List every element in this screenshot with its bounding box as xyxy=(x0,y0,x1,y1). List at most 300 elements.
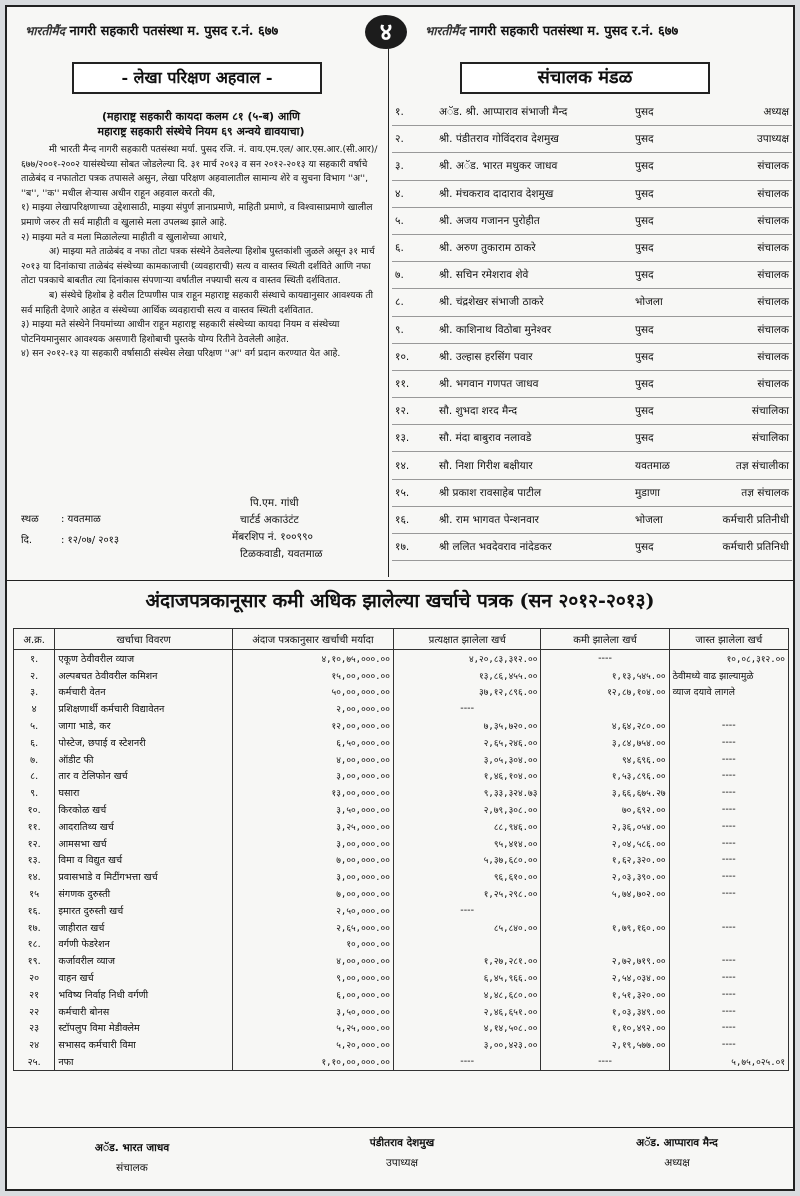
budget-cell: २,६५,०००.०० xyxy=(232,919,393,936)
expense-row xyxy=(14,717,789,734)
serial-cell: ७. xyxy=(14,751,55,768)
serial-cell: ११. xyxy=(14,818,55,835)
signature-block-3 xyxy=(587,1133,767,1173)
excess-cell: ---- xyxy=(669,868,788,885)
actual-cell: ७,३५,७२०.०० xyxy=(393,717,541,734)
actual-cell: ९६,६१०.०० xyxy=(393,868,541,885)
member-place: मुडाणा xyxy=(632,479,704,506)
member-number: २. xyxy=(392,126,436,153)
budget-cell: १२,००,०००.०० xyxy=(232,717,393,734)
serial-cell: १२. xyxy=(14,835,55,852)
date-label: दि. xyxy=(21,535,33,546)
description-cell: तार व टेलिफोन खर्च xyxy=(55,768,233,785)
less-cell: १२,८७,१०४.०० xyxy=(541,684,669,701)
expense-row xyxy=(14,818,789,835)
budget-cell: ७,००,०००.०० xyxy=(232,885,393,902)
excess-cell: ---- xyxy=(669,734,788,751)
description-cell: स्टॉपलुप विमा मेडीक्लेम xyxy=(55,1020,233,1037)
serial-cell: १०. xyxy=(14,801,55,818)
expense-row xyxy=(14,801,789,818)
less-cell: ३,६६,६७५.२७ xyxy=(541,784,669,801)
excess-cell: ---- xyxy=(669,1003,788,1020)
excess-cell xyxy=(669,936,788,953)
member-name: श्री. चंद्रशेखर संभाजी ठाकरे xyxy=(436,289,632,316)
budget-cell: ५०,००,०००.०० xyxy=(232,684,393,701)
member-name: श्री. अरुण तुकाराम ठाकरे xyxy=(436,234,632,261)
serial-cell: १४. xyxy=(14,868,55,885)
expense-row xyxy=(14,684,789,701)
expense-row xyxy=(14,952,789,969)
less-cell: ३,८४,७५४.०० xyxy=(541,734,669,751)
actual-cell xyxy=(393,936,541,953)
member-name: श्री. पंडीतराव गोविंदराव देशमुख xyxy=(436,126,632,153)
excess-cell xyxy=(669,902,788,919)
actual-cell: ४,२०,८३,३१२.०० xyxy=(393,650,541,667)
description-cell: वर्गणी फेडरेशन xyxy=(55,936,233,953)
member-place: भोजला xyxy=(632,506,704,533)
board-member-row xyxy=(392,370,792,397)
board-member-row xyxy=(392,425,792,452)
board-member-row xyxy=(392,126,792,153)
board-member-row xyxy=(392,234,792,261)
serial-cell: २० xyxy=(14,969,55,986)
member-number: १. xyxy=(392,99,436,126)
audit-subtitle-1: (महाराष्ट्र सहकारी कायदा कलम ८१ (५-ब) आणि xyxy=(102,110,300,123)
expense-table-header xyxy=(14,629,789,650)
member-place: पुसद xyxy=(632,343,704,370)
org-name-right: नागरी सहकारी पतसंस्था म. पुसद र.नं. ६७७ xyxy=(469,24,679,39)
member-name: श्री. मंचकराव दादाराव देशमुख xyxy=(436,180,632,207)
member-name: श्री. उल्हास हरसिंग पवार xyxy=(436,343,632,370)
description-cell: सभासद कर्मचारी विमा xyxy=(55,1036,233,1053)
expense-row xyxy=(14,868,789,885)
expense-statement-title: अंदाजपत्रकानूसार कमी अधिक झालेल्या खर्चाचे पत्रक (सन २०१२-२०१३) xyxy=(145,590,655,612)
description-cell: किरकोळ खर्च xyxy=(55,801,233,818)
expense-row xyxy=(14,1036,789,1053)
excess-cell: ---- xyxy=(669,751,788,768)
less-cell: १,५१,३२०.०० xyxy=(541,986,669,1003)
board-member-row xyxy=(392,398,792,425)
member-role: कर्मचारी प्रतिनीधी xyxy=(704,506,792,533)
member-number: १४. xyxy=(392,452,436,479)
less-cell: ७०,६९२.०० xyxy=(541,801,669,818)
serial-cell: ५. xyxy=(14,717,55,734)
actual-cell: ५,३७,६८०.०० xyxy=(393,852,541,869)
logo-left: भारतीमैंद xyxy=(25,24,65,38)
member-number: ७. xyxy=(392,262,436,289)
board-member-row xyxy=(392,343,792,370)
board-member-row xyxy=(392,180,792,207)
expense-row xyxy=(14,734,789,751)
member-role: संचालक xyxy=(704,207,792,234)
member-number: १३. xyxy=(392,425,436,452)
description-cell: संगणक दुरुस्ती xyxy=(55,885,233,902)
signatory-title: अध्यक्ष xyxy=(664,1157,690,1169)
actual-cell: १३,८६,४५५.०० xyxy=(393,667,541,684)
expense-row xyxy=(14,885,789,902)
header-left xyxy=(25,21,278,39)
excess-cell: ---- xyxy=(669,1020,788,1037)
actual-cell: १,२७,२८१.०० xyxy=(393,952,541,969)
auditor-address: टिळकवाडी, यवतमाळ xyxy=(240,548,323,560)
signature-block-1 xyxy=(47,1138,217,1178)
description-cell: जागा भाडे, कर xyxy=(55,717,233,734)
less-cell: १,१३,५४५.०० xyxy=(541,667,669,684)
budget-cell: ३,५०,०००.०० xyxy=(232,1003,393,1020)
serial-cell: १७. xyxy=(14,919,55,936)
expense-row xyxy=(14,650,789,667)
board-member-row xyxy=(392,262,792,289)
actual-cell: २,४६,६५१.०० xyxy=(393,1003,541,1020)
member-number: ९. xyxy=(392,316,436,343)
member-name: श्री. भगवान गणपत जाधव xyxy=(436,370,632,397)
audit-paragraph: मी भारती मैन्द नागरी सहकारी पतसंस्था मर्या. पुसद रजि. नं. वाय.एम.एल/ आर.एस.आर.(सी.आर)/६७७/२००१-२००२ यासंस्थेच्या सोबत जोडलेल्या दि. ३१ मार्च २०१३ व सन २०१२-२०१३ या सहकारी वर्षाचे ताळेबंद व नफातोटा पत्रक तपासले असुन, लेखा परिक्षण अहवालातील सामान्य शेरे व सुचना विभाग ''अ'', ''ब'', ''क'' मधील शेऱ्यास अधीन राहून अहवाल करतो की, xyxy=(21,144,378,199)
less-cell: २,५४,०३४.०० xyxy=(541,969,669,986)
serial-cell: १. xyxy=(14,650,55,667)
board-title: संचालक मंडळ xyxy=(460,62,710,94)
actual-cell: ६,४५,९६६.०० xyxy=(393,969,541,986)
board-member-row xyxy=(392,99,792,126)
less-cell: २,३६,०५४.०० xyxy=(541,818,669,835)
expense-row xyxy=(14,835,789,852)
excess-cell: ---- xyxy=(669,717,788,734)
serial-cell: २२ xyxy=(14,1003,55,1020)
member-role: संचालक xyxy=(704,234,792,261)
excess-cell: ---- xyxy=(669,969,788,986)
description-cell: आमसभा खर्च xyxy=(55,835,233,852)
budget-cell: ७,००,०००.०० xyxy=(232,852,393,869)
expense-row xyxy=(14,784,789,801)
budget-cell: ३,५०,०००.०० xyxy=(232,801,393,818)
less-cell: ---- xyxy=(541,650,669,667)
board-member-row xyxy=(392,153,792,180)
member-name: अॅड. श्री. आप्पाराव संभाजी मैन्द xyxy=(436,99,632,126)
actual-cell: ३,००,४२३.०० xyxy=(393,1036,541,1053)
actual-cell: ---- xyxy=(393,700,541,717)
member-role: संचालक xyxy=(704,370,792,397)
member-place: पुसद xyxy=(632,534,704,561)
expense-row xyxy=(14,852,789,869)
member-number: ११. xyxy=(392,370,436,397)
actual-cell: ---- xyxy=(393,902,541,919)
description-cell: कर्मचारी वेतन xyxy=(55,684,233,701)
member-name: श्री. सचिन रमेशराव शेवे xyxy=(436,262,632,289)
less-cell: ९४,६९६.०० xyxy=(541,751,669,768)
less-cell: १,०३,३४९.०० xyxy=(541,1003,669,1020)
member-name: सौ. निशा गिरीश बक्षीयार xyxy=(436,452,632,479)
budget-cell: ४,१०,७५,०००.०० xyxy=(232,650,393,667)
description-cell: प्रवासभाडे व मिटींगभत्ता खर्च xyxy=(55,868,233,885)
serial-cell: १३. xyxy=(14,852,55,869)
expense-row xyxy=(14,902,789,919)
member-role: संचालक xyxy=(704,153,792,180)
section-divider xyxy=(7,580,793,581)
expense-row xyxy=(14,1020,789,1037)
excess-cell: ---- xyxy=(669,835,788,852)
board-members-table xyxy=(392,99,792,561)
signatory-name: अॅड. भारत जाधव xyxy=(94,1142,170,1154)
excess-cell: ---- xyxy=(669,919,788,936)
col-less-expense-header: कमी झालेला खर्च xyxy=(541,629,669,650)
footer-divider xyxy=(7,1127,793,1128)
serial-cell: २१ xyxy=(14,986,55,1003)
less-cell: १,७९,१६०.०० xyxy=(541,919,669,936)
actual-cell: ८५,८४०.०० xyxy=(393,919,541,936)
signature-block-2 xyxy=(312,1133,492,1173)
col-excess-expense-header: जास्त झालेला खर्च xyxy=(669,629,788,650)
excess-cell: १०,०८,३१२.०० xyxy=(669,650,788,667)
excess-cell: ---- xyxy=(669,818,788,835)
column-divider xyxy=(388,47,389,577)
actual-cell: ९५,४१४.०० xyxy=(393,835,541,852)
serial-cell: २. xyxy=(14,667,55,684)
budget-cell: ३,००,०००.०० xyxy=(232,835,393,852)
serial-cell: २४ xyxy=(14,1036,55,1053)
expense-table xyxy=(13,628,789,1071)
board-member-row xyxy=(392,506,792,533)
member-place: पुसद xyxy=(632,262,704,289)
member-role: संचालक xyxy=(704,343,792,370)
expense-row xyxy=(14,751,789,768)
member-number: ६. xyxy=(392,234,436,261)
actual-cell: ९,३३,३२४.७३ xyxy=(393,784,541,801)
member-number: १५. xyxy=(392,479,436,506)
board-member-row xyxy=(392,452,792,479)
serial-cell: १८. xyxy=(14,936,55,953)
excess-cell: ---- xyxy=(669,784,788,801)
audit-paragraph: २) माझ्या मते व मला मिळालेल्या माहीती व खुलाशेच्या आधारे, xyxy=(21,231,227,243)
excess-cell: ---- xyxy=(669,952,788,969)
signatory-name: पंडीतराव देशमुख xyxy=(369,1137,435,1149)
budget-cell: १३,००,०००.०० xyxy=(232,784,393,801)
description-cell: वाहन खर्च xyxy=(55,969,233,986)
member-name: श्री. राम भागवत पेन्शनवार xyxy=(436,506,632,533)
member-place: पुसद xyxy=(632,425,704,452)
auditor-membership: मेंबरशिप नं. १००९९० xyxy=(232,531,313,543)
excess-cell: ---- xyxy=(669,768,788,785)
actual-cell: ४,१४,५०८.०० xyxy=(393,1020,541,1037)
description-cell: एकूण ठेवीवरील व्याज xyxy=(55,650,233,667)
member-place: पुसद xyxy=(632,398,704,425)
actual-cell: ३७,१२,८९६.०० xyxy=(393,684,541,701)
excess-cell: ---- xyxy=(669,852,788,869)
org-name-left: नागरी सहकारी पतसंस्था म. पुसद र.नं. ६७७ xyxy=(69,24,279,39)
auditor-name: पि.एम. गांधी xyxy=(250,497,299,509)
audit-paragraph: ब) संस्थेचे हिशोब हे वरील टिप्पणीस पात्र राहून महाराष्ट्र सहकारी संस्थाचे कायद्यानुसार आवश्यक ती सर्व माहिती देणारे आहेत व संस्थेच्या आर्थिक व्यवहाराची सत्य व वास्तव स्थिती दर्शवितात. xyxy=(21,289,374,316)
header-right xyxy=(425,21,678,39)
member-number: १०. xyxy=(392,343,436,370)
budget-cell: ६,००,०००.०० xyxy=(232,986,393,1003)
serial-cell: ८. xyxy=(14,768,55,785)
serial-cell: १५ xyxy=(14,885,55,902)
member-place: पुसद xyxy=(632,153,704,180)
member-place: भोजला xyxy=(632,289,704,316)
description-cell: जाहीरात खर्च xyxy=(55,919,233,936)
newspaper-page xyxy=(5,5,795,1191)
excess-cell: ठेवीमध्ये वाढ झाल्यामुळे xyxy=(669,667,788,684)
budget-cell: १,१०,००,०००.०० xyxy=(232,1053,393,1070)
actual-cell: २,६५,२४६.०० xyxy=(393,734,541,751)
budget-cell: २,००,०००.०० xyxy=(232,700,393,717)
member-role: संचालक xyxy=(704,262,792,289)
signatory-name: अॅड. आप्पाराव मैन्द xyxy=(636,1137,718,1149)
date-value: : १२/०७/ २०१३ xyxy=(61,535,120,546)
member-place: पुसद xyxy=(632,370,704,397)
member-name: श्री. अॅड. भारत मधुकर जाधव xyxy=(436,153,632,180)
less-cell: १,५३,८९६.०० xyxy=(541,768,669,785)
serial-cell: १९. xyxy=(14,952,55,969)
description-cell: विमा व विद्युत खर्च xyxy=(55,852,233,869)
less-cell: १,१०,४९२.०० xyxy=(541,1020,669,1037)
member-number: १२. xyxy=(392,398,436,425)
less-cell: ५,७४,७०२.०० xyxy=(541,885,669,902)
budget-cell: ९,००,०००.०० xyxy=(232,969,393,986)
member-number: ४. xyxy=(392,180,436,207)
actual-cell: ४,४८,६८०.०० xyxy=(393,986,541,1003)
expense-row xyxy=(14,700,789,717)
member-place: पुसद xyxy=(632,234,704,261)
less-cell xyxy=(541,700,669,717)
serial-cell: ४ xyxy=(14,700,55,717)
member-role: अध्यक्ष xyxy=(704,99,792,126)
signatory-title: उपाध्यक्ष xyxy=(385,1157,418,1169)
less-cell: ४,६४,२८०.०० xyxy=(541,717,669,734)
expense-row xyxy=(14,986,789,1003)
serial-cell: ३. xyxy=(14,684,55,701)
budget-cell: १५,००,०००.०० xyxy=(232,667,393,684)
signatory-title: संचालक xyxy=(116,1162,148,1174)
board-member-row xyxy=(392,289,792,316)
place-label: स्थळ xyxy=(21,514,39,525)
serial-cell: ६. xyxy=(14,734,55,751)
less-cell: २,०३,३९०.०० xyxy=(541,868,669,885)
description-cell: कर्जावरील व्याज xyxy=(55,952,233,969)
less-cell: ---- xyxy=(541,1053,669,1070)
expense-row xyxy=(14,1053,789,1070)
audit-report-title: - लेखा परिक्षण अहवाल - xyxy=(72,62,322,94)
member-role: कर्मचारी प्रतिनिधी xyxy=(704,534,792,561)
board-member-row xyxy=(392,207,792,234)
excess-cell: ---- xyxy=(669,885,788,902)
col-actual-expense-header: प्रत्यक्षात झालेला खर्च xyxy=(393,629,541,650)
audit-subtitle-2: महाराष्ट्र सहकारी संस्थेचे नियम ६९ अन्वये द्यावयाचा) xyxy=(97,125,305,138)
budget-cell: २,५०,०००.०० xyxy=(232,902,393,919)
board-member-row xyxy=(392,534,792,561)
budget-cell: ४,००,०००.०० xyxy=(232,952,393,969)
member-role: संचालक xyxy=(704,289,792,316)
description-cell: आदरातिथ्य खर्च xyxy=(55,818,233,835)
less-cell: २,०४,५८६.०० xyxy=(541,835,669,852)
member-place: पुसद xyxy=(632,126,704,153)
member-name: श्री ललित भवदेवराव नांदेडकर xyxy=(436,534,632,561)
member-role: संचालक xyxy=(704,316,792,343)
budget-cell: ५,२५,०००.०० xyxy=(232,1020,393,1037)
auditor-signature xyxy=(232,495,323,563)
less-cell xyxy=(541,902,669,919)
description-cell: कर्मचारी बोनस xyxy=(55,1003,233,1020)
description-cell: अल्पबचत ठेवीवरील कमिशन xyxy=(55,667,233,684)
auditor-title: चार्टर्ड अकाउंटंट xyxy=(240,514,299,526)
member-name: सौ. मंदा बाबुराव नलावडे xyxy=(436,425,632,452)
logo-right: भारतीमैंद xyxy=(425,24,465,38)
budget-cell: ६,५०,०००.०० xyxy=(232,734,393,751)
less-cell: २,७२,७१९.०० xyxy=(541,952,669,969)
member-role: संचालक xyxy=(704,180,792,207)
member-number: ३. xyxy=(392,153,436,180)
budget-cell: ५,२०,०००.०० xyxy=(232,1036,393,1053)
expense-row xyxy=(14,969,789,986)
actual-cell: ३,०५,३०४.०० xyxy=(393,751,541,768)
col-serial-header: अ.क्र. xyxy=(14,629,55,650)
excess-cell: ---- xyxy=(669,1036,788,1053)
actual-cell: ८८,९४६.०० xyxy=(393,818,541,835)
actual-cell: १,२५,२९८.०० xyxy=(393,885,541,902)
member-place: पुसद xyxy=(632,180,704,207)
expense-row xyxy=(14,919,789,936)
member-role: तज्ञ संचालक xyxy=(704,479,792,506)
budget-cell: ३,००,०००.०० xyxy=(232,868,393,885)
description-cell: इमारत दुरुस्ती खर्च xyxy=(55,902,233,919)
serial-cell: १६. xyxy=(14,902,55,919)
audit-report-body xyxy=(21,109,381,362)
member-number: ८. xyxy=(392,289,436,316)
expense-row xyxy=(14,768,789,785)
budget-cell: ३,००,०००.०० xyxy=(232,768,393,785)
budget-cell: ३,२५,०००.०० xyxy=(232,818,393,835)
description-cell: पोस्टेज, छपाई व स्टेशनरी xyxy=(55,734,233,751)
serial-cell: २३ xyxy=(14,1020,55,1037)
place-value: : यवतमाळ xyxy=(61,514,101,525)
serial-cell: ९. xyxy=(14,784,55,801)
audit-paragraph: १) माझ्या लेखापरिक्षणाच्या उद्देशासाठी, माझ्या संपुर्ण ज्ञानाप्रमाणे, माहिती प्रमाणे, व विश्वासाप्रमाणे खालील प्रमाणे जरुर ती सर्व माहीती व खुलासे मला उपलब्ध झाले आहे. xyxy=(21,202,373,228)
less-cell: २,१९,५७७.०० xyxy=(541,1036,669,1053)
description-cell: नफा xyxy=(55,1053,233,1070)
member-number: ५. xyxy=(392,207,436,234)
description-cell: घसारा xyxy=(55,784,233,801)
audit-paragraph: अ) माझ्या मते ताळेबंद व नफा तोटा पत्रक संस्थेने ठेवलेल्या हिशोब पुस्तकांशी जुळले असून ३१ मार्च २०१३ या दिनांकाचा ताळेबंद संस्थेच्या कामकाजाची (व्यवहाराची) सत्य व वास्तव स्थिती दर्शविते आणि नफा तोटा पत्रकाचे बाबतीत त्या दिनांकास संपणाऱ्या वर्षातील नफ्याची सत्य व वास्तव स्थिती दर्शवितात. xyxy=(21,246,375,287)
member-name: श्री प्रकाश रावसाहेब पाटील xyxy=(436,479,632,506)
description-cell: प्रशिक्षणार्थी कर्मचारी विद्यावेतन xyxy=(55,700,233,717)
less-cell xyxy=(541,936,669,953)
member-role: तज्ञ संचालीका xyxy=(704,452,792,479)
member-role: उपाध्यक्ष xyxy=(704,126,792,153)
audit-place-date xyxy=(21,512,119,548)
member-place: पुसद xyxy=(632,207,704,234)
excess-cell: ---- xyxy=(669,801,788,818)
member-name: सौ. शुभदा शरद मैन्द xyxy=(436,398,632,425)
expense-row xyxy=(14,1003,789,1020)
actual-cell: २,७९,३०८.०० xyxy=(393,801,541,818)
excess-cell: ५,७५,०२५.०१ xyxy=(669,1053,788,1070)
expense-row xyxy=(14,667,789,684)
col-budget-limit-header: अंदाज पत्रकानुसार खर्चाची मर्यादा xyxy=(232,629,393,650)
member-role: संचालिका xyxy=(704,398,792,425)
member-role: संचालिका xyxy=(704,425,792,452)
col-description-header: खर्चाचा विवरण xyxy=(55,629,233,650)
serial-cell: २५. xyxy=(14,1053,55,1070)
page-number-badge: ४ xyxy=(365,15,407,49)
member-place: पुसद xyxy=(632,99,704,126)
expense-row xyxy=(14,936,789,953)
excess-cell xyxy=(669,700,788,717)
board-member-row xyxy=(392,316,792,343)
less-cell: १,६२,३२०.०० xyxy=(541,852,669,869)
budget-cell: ४,००,०००.०० xyxy=(232,751,393,768)
member-number: १७. xyxy=(392,534,436,561)
member-number: १६. xyxy=(392,506,436,533)
actual-cell: ---- xyxy=(393,1053,541,1070)
audit-paragraph: ३) माझ्या मते संस्थेने नियमांच्या आधीन राहून महाराष्ट्र सहकारी संस्थेच्या कायदा नियम व संस्थेच्या पोटनियमानुसार आवश्यक असणारी हिशोबाची पुस्तके योग्य रितीने ठेवलेली आहेत. xyxy=(21,319,340,345)
